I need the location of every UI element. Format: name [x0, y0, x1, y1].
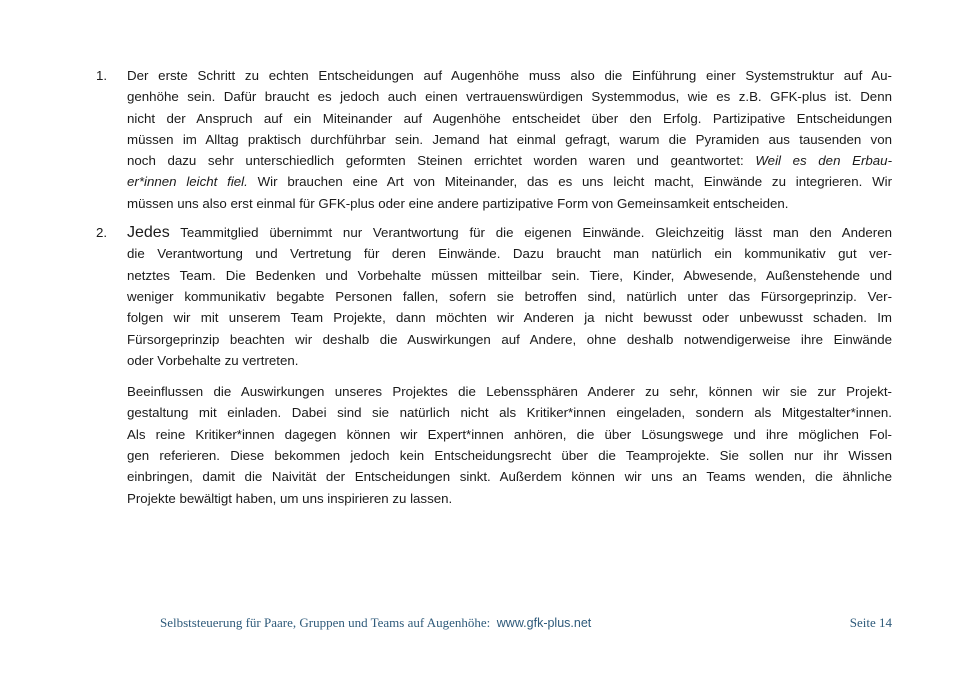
- text-line: [127, 222, 892, 243]
- text-line: Fürsorgeprinzip beachten wir deshalb die Auswirkungen auf Andere, ohne deshalb notwendigerweise ihre Einwände: [127, 331, 892, 347]
- text-line: folgen wir mit unserem Team Projekte, dann möchten wir Anderen ja nicht bewusst oder unbewusst schaden. Im: [127, 310, 892, 326]
- text-line: die Verantwortung und Vertretung für deren Einwände. Dazu braucht man natürlich ein kommunikativ gut ver-: [127, 246, 892, 262]
- text-segment: noch dazu sehr unterschiedlich geformten Steinen errichtet worden waren und geantwortet:: [127, 153, 756, 169]
- text-line: [127, 171, 892, 192]
- text-line: weniger kommunikativ begabte Personen fallen, sofern sie betroffen sind, natürlich unter das Fürsorgeprinzip. Ver-: [127, 288, 892, 304]
- page-number: Seite 14: [849, 615, 892, 630]
- text-line: müssen uns also erst einmal für GFK-plus oder eine andere partizipative Form von Gemeinsamkeit entscheiden.: [127, 195, 789, 211]
- text-line: [127, 150, 892, 171]
- text-line: genhöhe sein. Dafür braucht es jedoch auch einen vertrauenswürdigen Systemmodus, wie es z.B. GFK-plus ist. Denn: [127, 89, 892, 105]
- list-item-1: [96, 65, 892, 214]
- paragraph: [127, 381, 892, 509]
- document-body: [96, 65, 892, 509]
- footer-url[interactable]: www.gfk-plus.net: [496, 616, 592, 630]
- list-item-text: [127, 222, 892, 371]
- page-footer: [160, 615, 892, 631]
- italic-quote: Weil es den Erbau-: [755, 153, 893, 169]
- footer-title-text: Selbststeuerung für Paare, Gruppen und Teams auf Augenhöhe:: [160, 615, 491, 630]
- text-line: gen referieren. Diese bekommen jedoch kein Entscheidungsrecht über die Teamprojekte. Sie sollen nur ihr Wissen: [127, 448, 892, 464]
- list-item-2: [96, 222, 892, 371]
- footer-title: [160, 615, 591, 631]
- text-line: Projekte bewältigt haben, um uns inspirieren zu lassen.: [127, 490, 453, 506]
- text-segment: Wir brauchen eine Art von Miteinander, das es uns leicht macht, Einwände zu integrieren. Wir: [247, 174, 893, 190]
- text-line: einbringen, damit die Naivität der Entscheidungen sinkt. Außerdem können wir uns an Teams wenden, die ähnliche: [127, 469, 892, 485]
- text-line: Der erste Schritt zu echten Entscheidungen auf Augenhöhe muss also die Einführung einer Systemstruktur auf Au-: [127, 68, 892, 83]
- text-line: Beeinflussen die Auswirkungen unseres Projektes die Lebenssphären Anderer zu sehr, können wir sie zur Projekt-: [127, 384, 892, 400]
- list-item-text: [127, 65, 892, 214]
- text-segment: Teammitglied übernimmt nur Verantwortung für die eigenen Einwände. Gleichzeitig lässt man den Anderen: [169, 225, 892, 241]
- italic-quote: er*innen leicht fiel.: [127, 174, 248, 190]
- lead-word: Jedes: [127, 224, 170, 242]
- list-number: 2.: [96, 225, 108, 241]
- text-line: gestaltung mit einladen. Dabei sind sie natürlich nicht als Kritiker*innen eingeladen, sondern als Mitgestalter*innen.: [127, 405, 892, 421]
- list-number: 1.: [96, 68, 108, 83]
- text-line: oder Vorbehalte zu vertreten.: [127, 352, 299, 368]
- text-line: nicht der Anspruch auf ein Miteinander auf Augenhöhe entscheidet über den Erfolg. Partizipative Entscheidungen: [127, 110, 892, 126]
- text-line: Als reine Kritiker*innen dagegen können wir Expert*innen anhören, die über Lösungswege und ihre möglichen Fol-: [127, 426, 892, 442]
- text-line: netztes Team. Die Bedenken und Vorbehalte müssen mitteilbar sein. Tiere, Kinder, Abwesende, Außenstehende und: [127, 267, 892, 283]
- text-line: müssen im Alltag praktisch durchführbar sein. Jemand hat einmal gefragt, warum die Pyramiden aus tausenden von: [127, 131, 892, 147]
